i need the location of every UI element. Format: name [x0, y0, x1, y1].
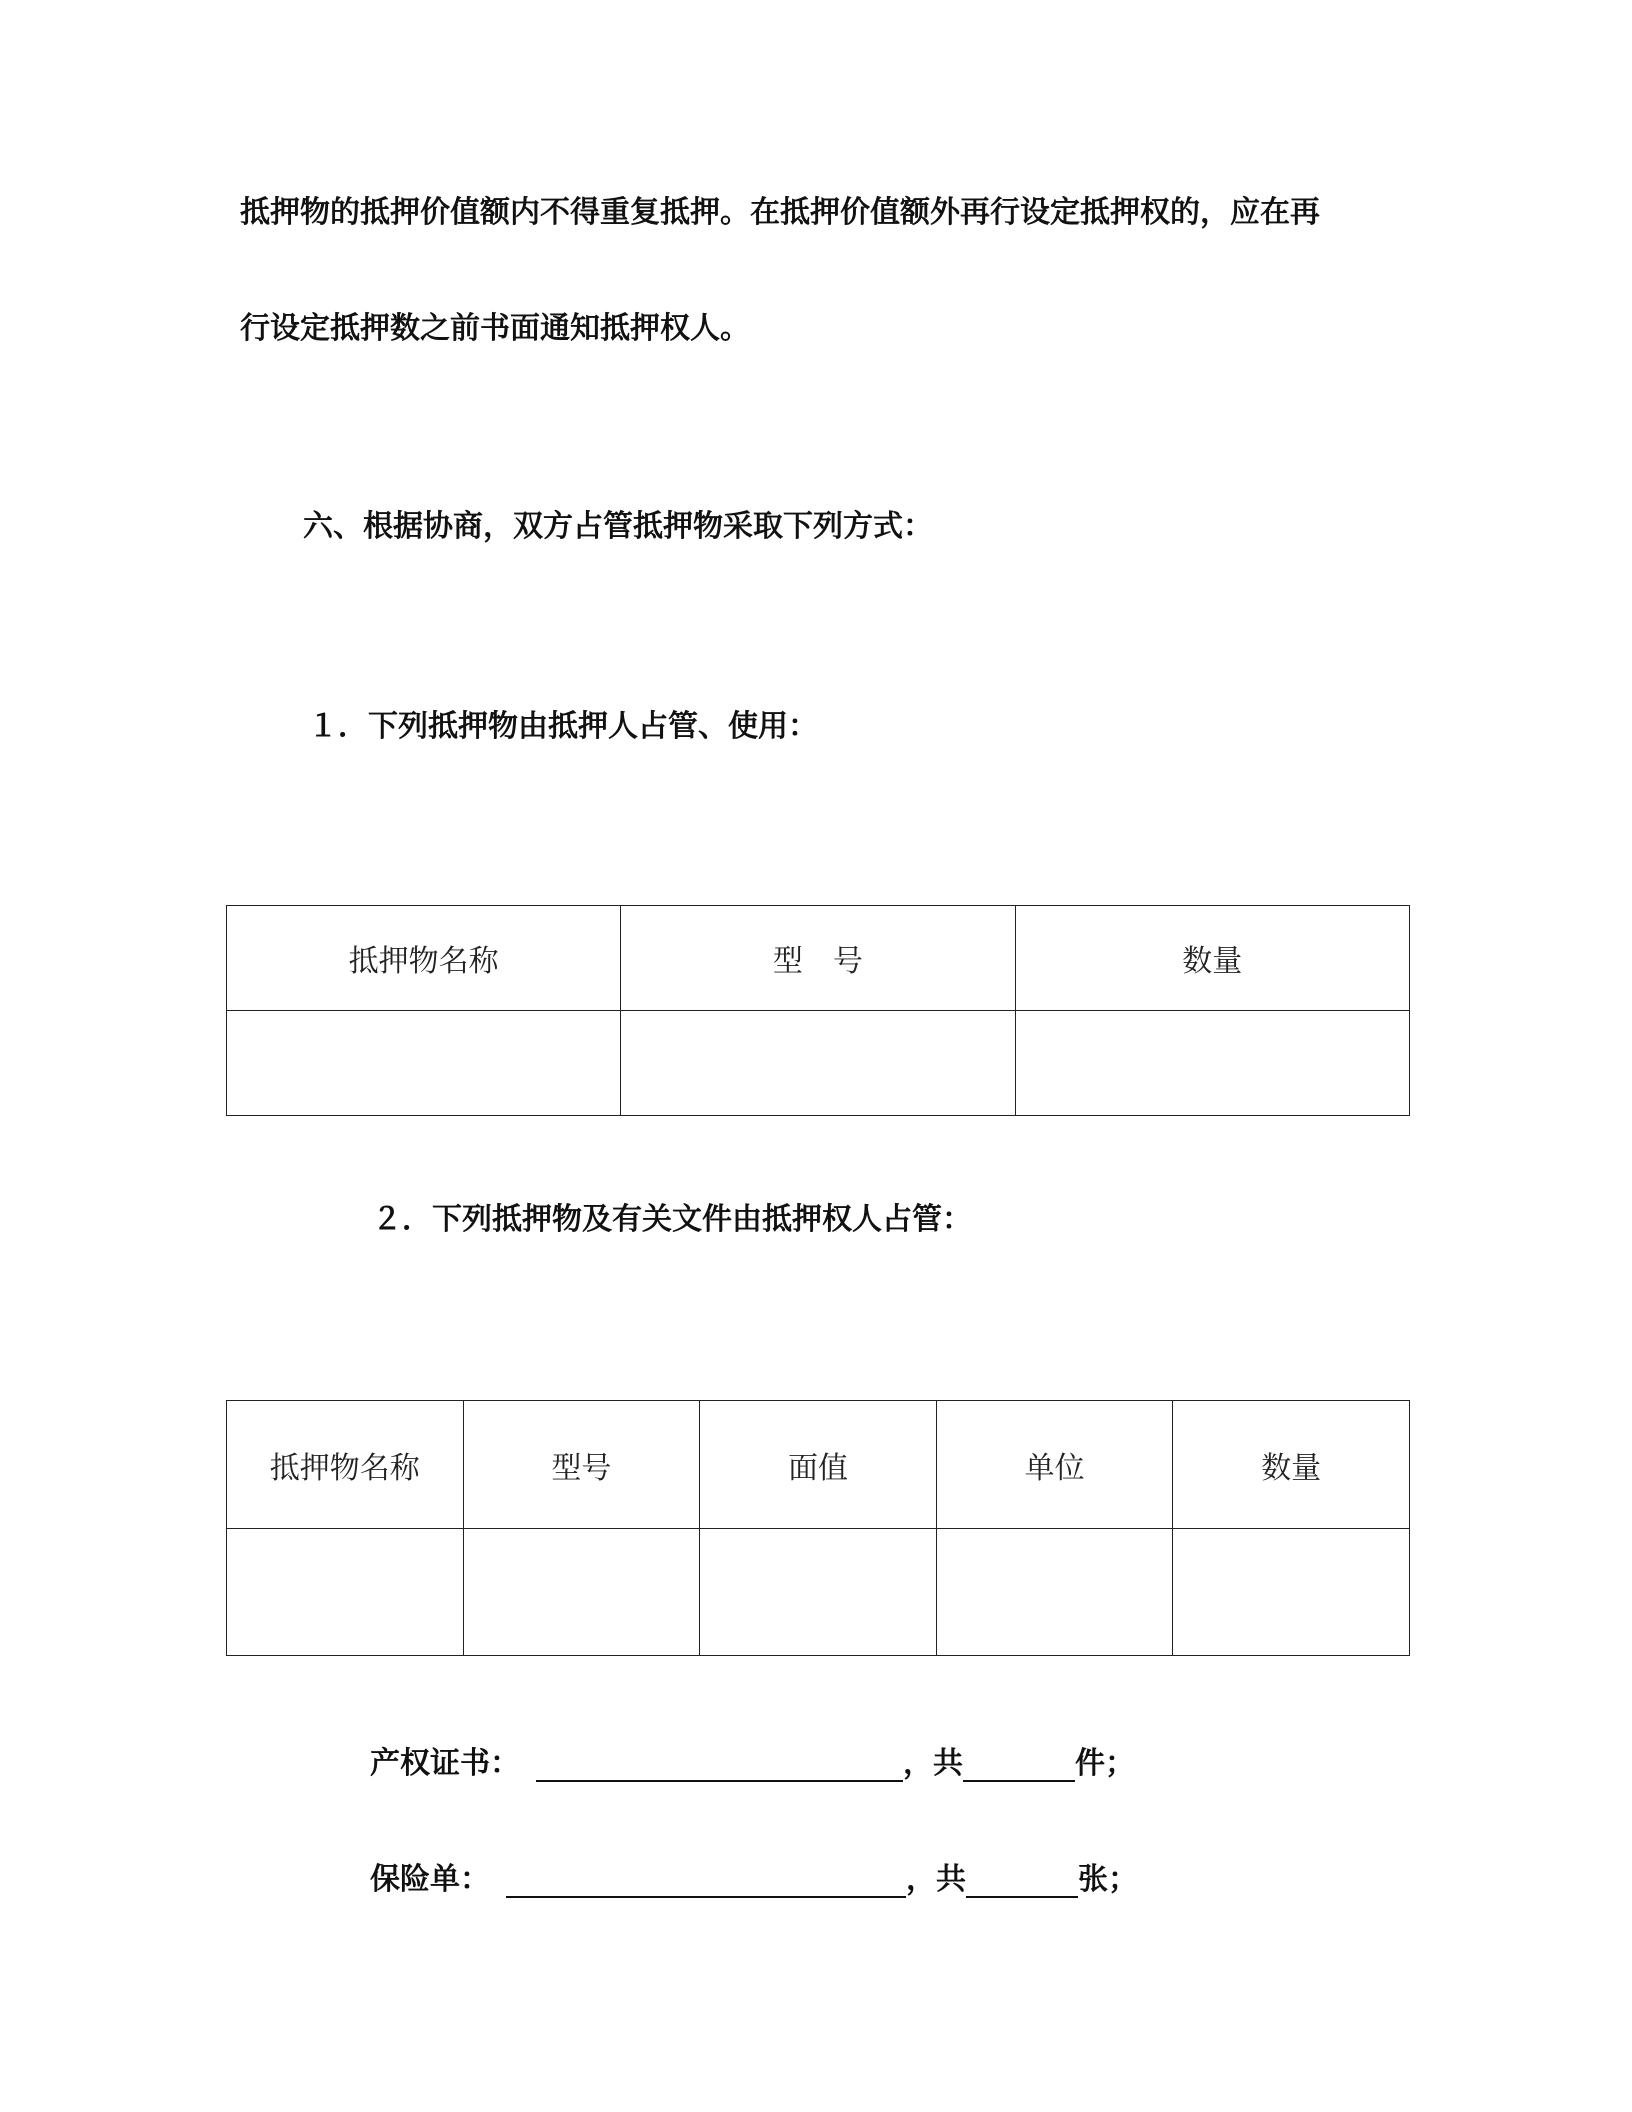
- table-cell[interactable]: [463, 1529, 700, 1656]
- table-header-cell: 数量: [1173, 1401, 1410, 1529]
- table-cell[interactable]: [700, 1529, 937, 1656]
- insurance-policy-label: 保险单：: [370, 1862, 490, 1897]
- table-header-cell: 型号: [463, 1401, 700, 1529]
- property-certificate-line: [370, 1746, 1135, 1782]
- property-certificate-name-blank[interactable]: [536, 1750, 903, 1782]
- table-header-cell: 抵押物名称: [227, 1401, 464, 1529]
- table-header-row: [227, 906, 1410, 1011]
- table-cell[interactable]: [227, 1011, 621, 1116]
- table-cell[interactable]: [621, 1011, 1015, 1116]
- section-six-heading: 六、根据协商，双方占管抵押物采取下列方式：: [303, 509, 933, 544]
- insurance-policy-count-blank[interactable]: [966, 1866, 1078, 1898]
- paragraph-line-1: 抵押物的抵押价值额内不得重复抵押。在抵押价值额外再行设定抵押权的，应在再: [240, 195, 1320, 230]
- item-two-heading: ２．下列抵押物及有关文件由抵押权人占管：: [372, 1202, 972, 1237]
- insurance-policy-name-blank[interactable]: [506, 1866, 906, 1898]
- property-certificate-label: 产权证书：: [370, 1746, 520, 1781]
- mortgagee-collateral-table: [226, 1400, 1410, 1656]
- table-cell[interactable]: [1173, 1529, 1410, 1656]
- table-row: [227, 1529, 1410, 1656]
- table-cell[interactable]: [936, 1529, 1173, 1656]
- insurance-policy-line: [370, 1862, 1138, 1898]
- table-cell[interactable]: [1015, 1011, 1409, 1116]
- table-header-cell: 型 号: [621, 906, 1015, 1011]
- paragraph-line-2: 行设定抵押数之前书面通知抵押权人。: [240, 311, 750, 346]
- table-header-cell: 数量: [1015, 906, 1409, 1011]
- count-prefix: ，共: [906, 1862, 966, 1897]
- table-row: [227, 1011, 1410, 1116]
- table-header-row: [227, 1401, 1410, 1529]
- count-unit: 张；: [1078, 1862, 1138, 1897]
- count-unit: 件；: [1075, 1746, 1135, 1781]
- table-header-cell: 单位: [936, 1401, 1173, 1529]
- table-header-cell: 面值: [700, 1401, 937, 1529]
- table-header-cell: 抵押物名称: [227, 906, 621, 1011]
- mortgagor-collateral-table: [226, 905, 1410, 1116]
- count-prefix: ，共: [903, 1746, 963, 1781]
- property-certificate-count-blank[interactable]: [963, 1750, 1075, 1782]
- item-one-heading: １．下列抵押物由抵押人占管、使用：: [308, 709, 818, 744]
- table-cell[interactable]: [227, 1529, 464, 1656]
